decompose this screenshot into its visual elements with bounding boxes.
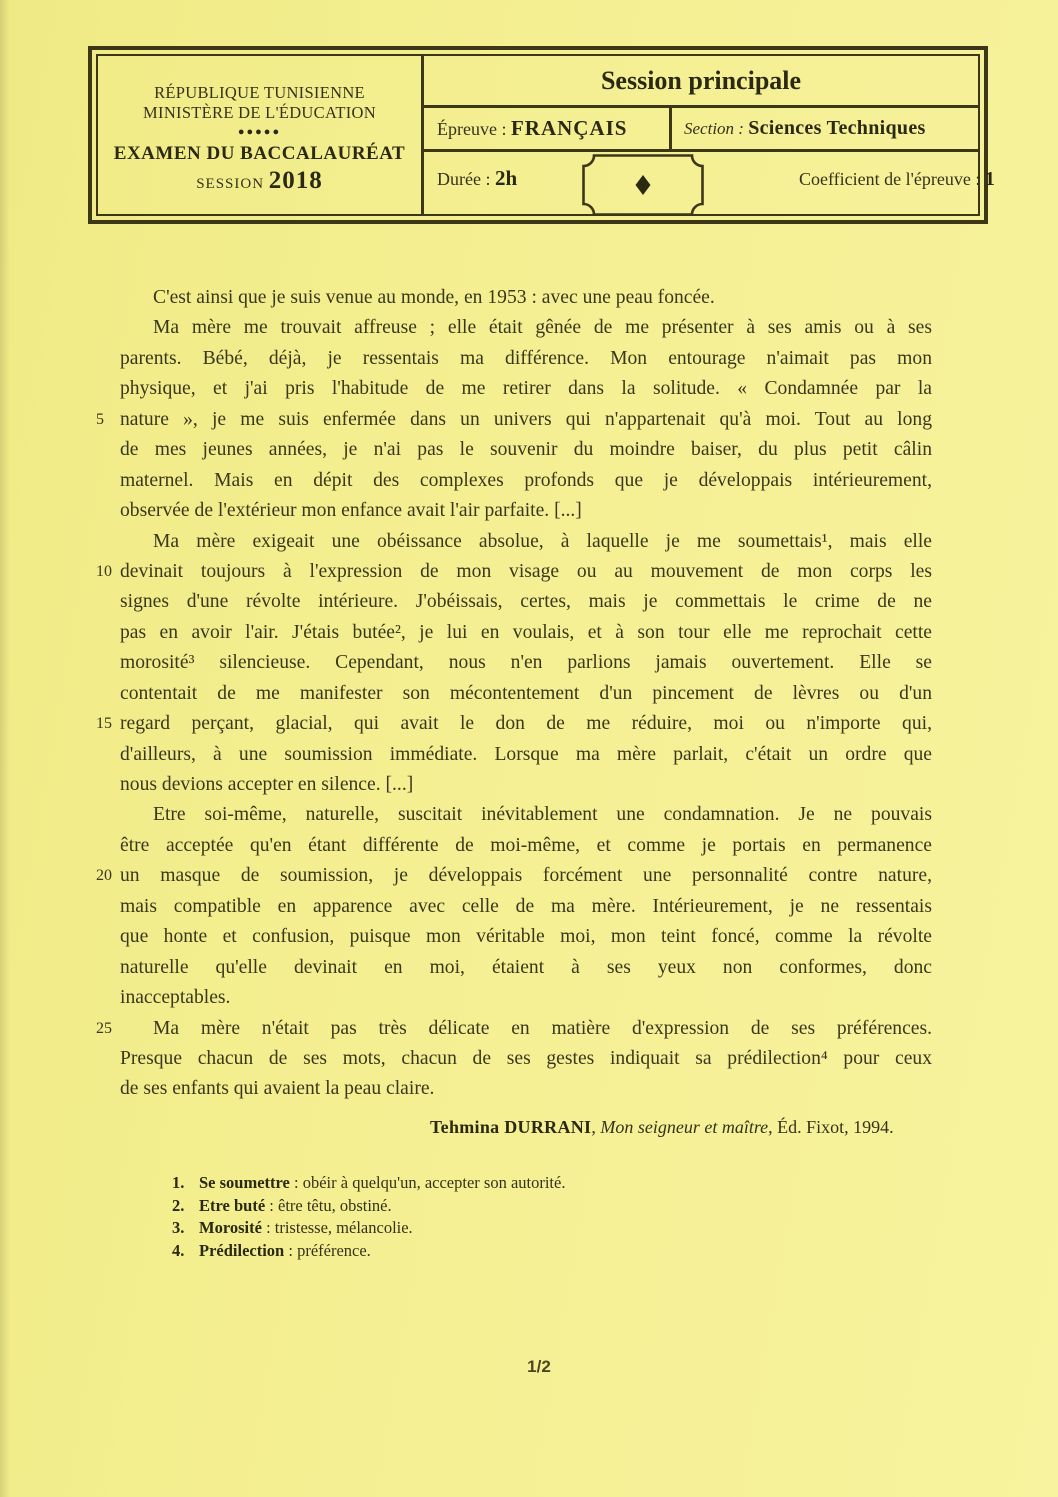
text-line bbox=[120, 587, 932, 617]
exam-header-inner bbox=[96, 54, 995, 216]
duree-value: 2h bbox=[494, 166, 518, 190]
dots-separator-icon: ●●●●● bbox=[237, 126, 282, 138]
footnote bbox=[172, 1195, 565, 1218]
text-line bbox=[120, 770, 932, 800]
ministry-line: MINISTÈRE DE L'ÉDUCATION bbox=[143, 103, 376, 122]
session-label: SESSION bbox=[196, 176, 265, 192]
text-line bbox=[96, 405, 932, 435]
footnote-definition: : préférence. bbox=[284, 1240, 371, 1260]
line-text: C'est ainsi que je suis venue au monde, en 1953 : avec une peau foncée. bbox=[153, 287, 715, 308]
text-line bbox=[120, 648, 932, 678]
line-text: Ma mère n'était pas très délicate en matière d'expression de ses préférences. bbox=[153, 1017, 932, 1039]
line-text: physique, et j'ai pris l'habitude de me retirer dans la solitude. « Condamnée par la bbox=[120, 378, 932, 400]
coefficient-label: Coefficient de l'épreuve : bbox=[799, 169, 985, 189]
text-line bbox=[96, 557, 932, 587]
line-text: parents. Bébé, déjà, je ressentais ma différence. Mon entourage n'aimait pas mon bbox=[120, 347, 932, 369]
exam-title: EXAMEN DU BACCALAURÉAT bbox=[113, 143, 406, 164]
line-text: de mes jeunes années, je n'ai pas le souvenir du moindre baiser, du plus petit câlin bbox=[120, 439, 932, 461]
text-line bbox=[120, 313, 932, 343]
text-line bbox=[120, 283, 932, 313]
text-line bbox=[120, 1044, 932, 1074]
text-line bbox=[120, 740, 932, 770]
line-number: 15 bbox=[96, 715, 112, 733]
subject-section-row bbox=[424, 108, 978, 152]
attribution-line bbox=[430, 1117, 894, 1138]
footnote-definition: : être têtu, obstiné. bbox=[265, 1195, 392, 1215]
line-text: naturelle qu'elle devinait en moi, étaient à ses yeux non conformes, donc bbox=[120, 956, 932, 978]
text-line bbox=[120, 953, 932, 983]
line-number: 20 bbox=[96, 867, 112, 885]
line-text: pas en avoir l'air. J'étais butée², je lui en voulais, et à son tour elle me reprochait cette bbox=[120, 621, 932, 643]
institution-cell bbox=[98, 56, 424, 214]
line-text: Presque chacun de ses mots, chacun de ses gestes indiquait sa prédilection⁴ pour ceux bbox=[120, 1047, 932, 1069]
text-line bbox=[120, 466, 932, 496]
footnote-definition: : tristesse, mélancolie. bbox=[261, 1218, 413, 1238]
line-text: mais compatible en apparence avec celle de ma mère. Intérieurement, je ne ressentais bbox=[120, 895, 932, 917]
line-text: que honte et confusion, puisque mon véritable moi, mon teint foncé, comme la révolte bbox=[120, 926, 932, 948]
attribution-sep: , bbox=[591, 1117, 601, 1137]
footnote-number: 3. bbox=[172, 1218, 185, 1238]
line-text: d'ailleurs, à une soumission immédiate. Lorsque ma mère parlait, c'était un ordre que bbox=[120, 743, 932, 765]
attribution-book-title: Mon seigneur et maître bbox=[600, 1117, 769, 1137]
line-text: Etre soi-même, naturelle, suscitait inévitablement une condamnation. Je ne pouvais bbox=[153, 804, 932, 826]
line-text: nature », je me suis enfermée dans un univers qui n'appartenait qu'à moi. Tout au long bbox=[120, 408, 932, 430]
line-text: inacceptables. bbox=[120, 987, 231, 1009]
line-text: contentait de me manifester son mécontentement d'un pincement de lèvres ou d'un bbox=[120, 682, 932, 704]
line-text: Ma mère exigeait une obéissance absolue, à laquelle je me soumettais¹, mais elle bbox=[153, 530, 932, 552]
exam-header-table bbox=[88, 46, 995, 224]
text-line bbox=[120, 983, 932, 1013]
line-text: Ma mère me trouvait affreuse ; elle était gênée de me présenter à ses amis ou à ses bbox=[153, 317, 932, 339]
text-line bbox=[120, 800, 932, 830]
line-number: 5 bbox=[96, 410, 104, 428]
line-number: 10 bbox=[96, 562, 112, 580]
text-line bbox=[120, 679, 932, 709]
line-text: de ses enfants qui avaient la peau claire. bbox=[120, 1078, 435, 1100]
epreuve-cell bbox=[424, 108, 672, 150]
attribution-publisher: , Éd. Fixot, 1994. bbox=[768, 1117, 894, 1137]
footnote-definition: : obéir à quelqu'un, accepter son autorité. bbox=[289, 1173, 566, 1192]
text-line bbox=[120, 1074, 932, 1104]
footnote bbox=[172, 1217, 565, 1240]
exam-info-cells bbox=[424, 56, 995, 214]
footnote bbox=[172, 1240, 565, 1263]
page-number: 1/2 bbox=[527, 1357, 551, 1376]
line-text: morosité³ silencieuse. Cependant, nous n'en parlions jamais ouvertement. Elle se bbox=[120, 652, 932, 674]
text-line bbox=[120, 496, 932, 526]
section-label: Section : bbox=[684, 119, 749, 138]
section-cell bbox=[672, 108, 978, 150]
text-line bbox=[120, 527, 932, 557]
footnote-number: 4. bbox=[172, 1240, 185, 1260]
text-line bbox=[96, 1014, 932, 1044]
attribution-author: Tehmina DURRANI bbox=[430, 1117, 592, 1137]
session-year: 2018 bbox=[268, 167, 323, 194]
duration-coefficient-row bbox=[424, 152, 995, 214]
line-text: signes d'une révolte intérieure. J'obéissais, certes, mais je commettais le crime de ne bbox=[120, 591, 932, 613]
footnote-term: Etre buté bbox=[199, 1195, 266, 1215]
text-line bbox=[120, 344, 932, 374]
text-line bbox=[120, 374, 932, 404]
coefficient-value: 1 bbox=[984, 168, 995, 190]
text-line bbox=[96, 861, 932, 891]
text-line bbox=[120, 892, 932, 922]
duree-cell bbox=[437, 166, 517, 191]
line-text: maternel. Mais en dépit des complexes profonds que je développais intérieurement, bbox=[120, 469, 932, 491]
epreuve-label: Épreuve : bbox=[437, 119, 511, 139]
footnote-number: 1. bbox=[172, 1173, 185, 1192]
footnote-number: 2. bbox=[172, 1195, 185, 1215]
epreuve-value: FRANÇAIS bbox=[510, 116, 628, 140]
stamp-box bbox=[582, 154, 704, 216]
line-text: un masque de soumission, je développais forcément une personnalité contre nature, bbox=[120, 865, 932, 887]
diamond-icon bbox=[636, 175, 651, 195]
line-number: 25 bbox=[96, 1019, 112, 1037]
line-text: devinait toujours à l'expression de mon visage ou au mouvement de mon corps les bbox=[120, 560, 932, 582]
footnotes-list bbox=[172, 1172, 565, 1262]
session-year-line bbox=[98, 166, 421, 199]
footnote-term: Morosité bbox=[199, 1218, 262, 1238]
republic-line: RÉPUBLIQUE TUNISIENNE bbox=[154, 83, 365, 102]
text-line bbox=[96, 709, 932, 739]
reading-passage bbox=[96, 283, 932, 1105]
footnote bbox=[172, 1172, 565, 1195]
text-line bbox=[120, 831, 932, 861]
footnote-term: Se soumettre bbox=[199, 1173, 290, 1192]
line-text: regard perçant, glacial, qui avait le don de me réduire, moi ou n'importe qui, bbox=[120, 713, 932, 735]
text-line bbox=[120, 435, 932, 465]
session-title-cell: Session principale bbox=[424, 56, 978, 108]
stamp-plaque-icon bbox=[582, 154, 704, 216]
line-text: observée de l'extérieur mon enfance avait l'air parfaite. [...] bbox=[120, 500, 582, 522]
coefficient-cell bbox=[799, 168, 995, 191]
text-line bbox=[120, 922, 932, 952]
footnote-term: Prédilection bbox=[199, 1240, 285, 1260]
duree-label: Durée : bbox=[437, 169, 495, 189]
section-value: Sciences Techniques bbox=[748, 117, 926, 139]
text-line bbox=[120, 618, 932, 648]
line-text: nous devions accepter en silence. [...] bbox=[120, 774, 414, 795]
line-text: être acceptée qu'en étant différente de moi-même, et comme je portais en permanence bbox=[120, 834, 932, 856]
